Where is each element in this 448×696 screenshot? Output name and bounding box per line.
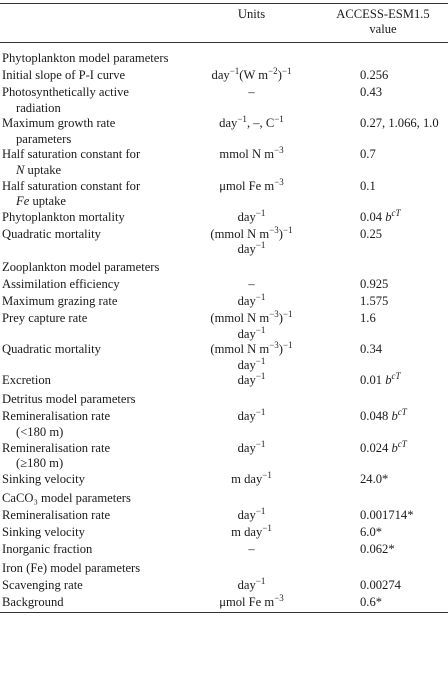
parameter-unit: day$^{-1}$, –, $C^{-1}$ [219, 114, 284, 131]
parameter-name: Quadratic mortality [2, 226, 101, 241]
parameter-value: 0.062* [360, 541, 395, 556]
parameter-name: Photosynthetically active radiation [2, 85, 129, 115]
parameter-unit: μmol Fe $m^{-3}$ [219, 592, 284, 609]
parameter-unit: day$^{-1}$ [237, 371, 266, 388]
parameter-value: 0.6* [360, 594, 383, 609]
parameter-unit: day$^{-1}$ [237, 291, 266, 308]
header-value [318, 4, 448, 43]
parameter-unit: m day$^{-1}$ [231, 469, 272, 486]
table-row [0, 595, 448, 613]
parameter-value: 0.024 $b^{cT}$ [360, 438, 407, 455]
section-row [0, 258, 448, 277]
table-row [0, 179, 448, 210]
section-heading: Zooplankton model parameters [2, 259, 160, 274]
parameter-unit: – [248, 276, 255, 291]
table-row [0, 85, 448, 116]
parameter-name: Half saturation constant for N uptake [2, 147, 141, 177]
parameter-unit: day$^{-1}$ [237, 505, 266, 522]
table-row [0, 542, 448, 559]
parameter-name: Phytoplankton mortality [2, 209, 125, 224]
header-parameter [0, 4, 185, 43]
parameter-name: Maximum grazing rate [2, 293, 118, 308]
parameter-unit: μmol Fe $m^{-3}$ [219, 176, 284, 193]
parameter-unit: mmol N $m^{-3}$ [219, 145, 284, 162]
parameter-value: 6.0* [360, 524, 383, 539]
table-row [0, 578, 448, 595]
parameter-name: Maximum growth rate parameters [2, 116, 116, 146]
table-body [0, 43, 448, 613]
parameter-value: 0.925 [360, 276, 389, 291]
section-row [0, 43, 448, 69]
table-row [0, 472, 448, 489]
parameter-name: Remineralisation rate [2, 507, 111, 522]
parameter-name: Inorganic fraction [2, 541, 93, 556]
parameter-value: 0.43 [360, 85, 383, 99]
parameter-name: Quadratic mortality [2, 342, 101, 357]
table-row [0, 227, 448, 258]
parameter-value: 0.048 $b^{cT}$ [360, 407, 407, 424]
table-row [0, 210, 448, 227]
section-heading: Phytoplankton model parameters [2, 51, 169, 65]
parameter-name: Initial slope of P-I curve [2, 68, 126, 82]
parameter-unit: day$^{-1}$ [237, 575, 266, 592]
parameter-unit: (mmol N $m^{-3})^{-1}$ day$^{-1}$ [210, 308, 293, 341]
parameter-value: 0.34 [360, 342, 383, 357]
parameter-value: 0.25 [360, 226, 383, 241]
parameter-unit: day$^{-1}$ [237, 407, 266, 424]
parameter-name: Excretion [2, 373, 51, 388]
parameter-name: Sinking velocity [2, 471, 85, 486]
parameter-value: 0.04 $b^{cT}$ [360, 207, 401, 224]
parameter-value: 0.01 $b^{cT}$ [360, 371, 401, 388]
parameter-value: 0.7 [360, 147, 376, 162]
section-row [0, 489, 448, 508]
parameter-value: 1.6 [360, 310, 376, 325]
table-row [0, 294, 448, 311]
parameter-name: Assimilation efficiency [2, 276, 120, 291]
parameter-name: Scavenging rate [2, 577, 83, 592]
table-row [0, 116, 448, 147]
table-row [0, 441, 448, 472]
section-heading: CaCO₃ model parameters [2, 490, 131, 505]
header-value-line2: value [369, 22, 397, 36]
parameter-name: Sinking velocity [2, 524, 85, 539]
parameter-value: 0.256 [360, 68, 389, 82]
parameter-unit: m day$^{-1}$ [231, 522, 272, 539]
table-row [0, 342, 448, 373]
parameter-name: Remineralisation rate (<180 m) [2, 409, 111, 439]
parameter-value: 0.00274 [360, 577, 401, 592]
parameter-table [0, 3, 448, 613]
table-row [0, 277, 448, 294]
parameter-unit: day$^{-1}$ [237, 438, 266, 455]
parameter-name: Background [2, 594, 64, 609]
table-header [0, 4, 448, 43]
parameter-name: Remineralisation rate (≥180 m) [2, 440, 111, 471]
section-heading: Detritus model parameters [2, 392, 136, 407]
header-value-line1: ACCESS-ESM1.5 [336, 7, 430, 21]
table-row [0, 68, 448, 85]
table-row [0, 525, 448, 542]
parameter-value: 0.001714* [360, 507, 414, 522]
parameter-unit: (mmol N $m^{-3})^{-1}$ day$^{-1}$ [210, 224, 293, 257]
parameter-unit: day$^{-1}$(W $m^{-2})^{-1}$ [211, 66, 292, 82]
parameter-name: Half saturation constant for Fe uptake [2, 178, 141, 209]
parameter-value: 1.575 [360, 293, 389, 308]
header-units: Units [237, 7, 266, 21]
parameter-value: 24.0* [360, 471, 389, 486]
parameter-unit: (mmol N $m^{-3})^{-1}$ day$^{-1}$ [210, 340, 293, 372]
table-row [0, 147, 448, 178]
table-row [0, 373, 448, 390]
section-row [0, 559, 448, 578]
parameter-value: 0.1 [360, 178, 376, 193]
parameter-unit: – [248, 541, 255, 556]
parameter-unit: – [248, 85, 255, 99]
parameter-name: Prey capture rate [2, 310, 88, 325]
parameter-value: 0.27, 1.066, 1.0 [360, 116, 439, 131]
table-row [0, 311, 448, 342]
table-row [0, 409, 448, 440]
parameter-unit: day$^{-1}$ [237, 207, 266, 224]
section-heading: Iron (Fe) model parameters [2, 560, 141, 575]
table-row [0, 508, 448, 525]
section-row [0, 390, 448, 409]
